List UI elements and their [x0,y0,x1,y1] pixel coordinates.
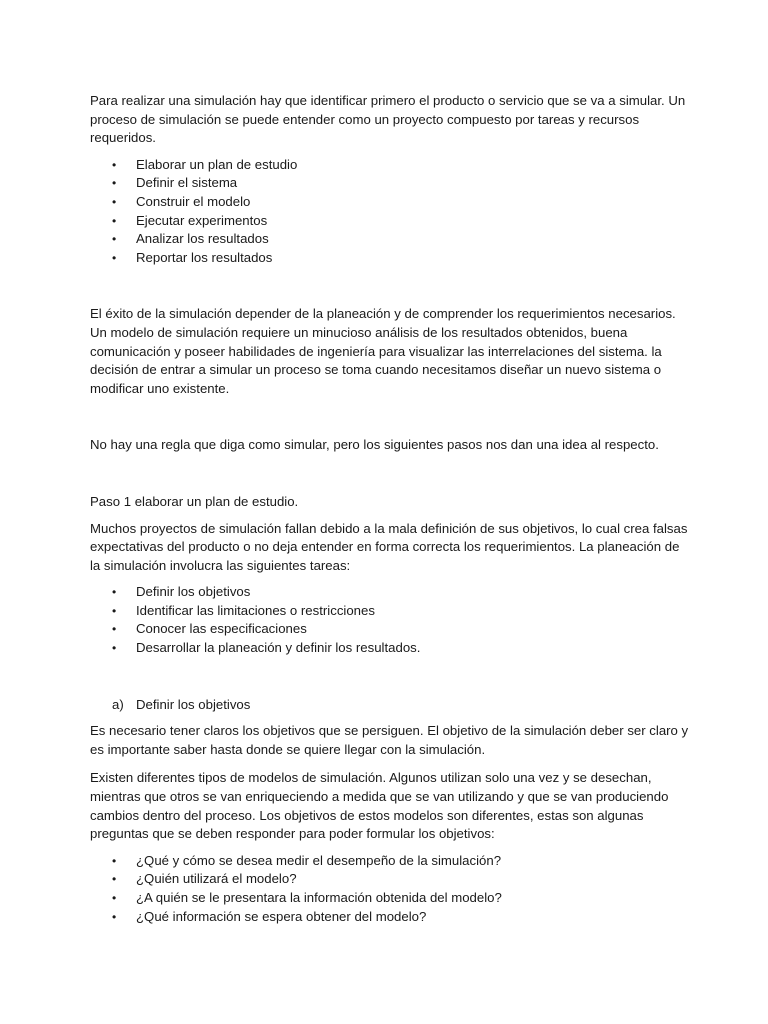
bullet-icon: • [112,603,117,618]
list-item: • ¿Quién utilizará el modelo? [90,870,690,889]
bullet-icon: • [112,641,117,656]
paragraph-intro: Para realizar una simulación hay que identificar primero el producto o servicio que se va a simular. Un proceso de simulación se puede entender como un proyecto compuesto por tareas y recursos requeridos. [90,93,686,146]
paragraph-model-types: Existen diferentes tipos de modelos de simulación. Algunos utilizan solo una vez y se desechan, mientras que otros se van enriqueciendo a medida que se van utilizando y que se van produciendo cambios dentro del proceso. Los objetivos de estos modelos son diferentes, estas son algunas preguntas que se deben responder para poder formular los objetivos: [90,770,669,842]
bullet-icon: • [112,853,117,868]
list-item: • Construir el modelo [90,193,690,212]
list-item: • Desarrollar la planeación y definir los resultados. [90,639,690,658]
paragraph-failures: Muchos proyectos de simulación fallan debido a la mala definición de sus objetivos, lo cual crea falsas expectativas del producto o no deja entender en forma correcta los requerimientos. La planeación de la simulación involucra las siguientes tareas: [90,520,688,573]
list-item: • Definir el sistema [90,174,690,193]
bullet-icon: • [112,250,117,265]
bullet-icon: • [112,622,117,637]
subheading-text: Definir los objetivos [136,696,251,712]
tasks-list [90,583,690,657]
list-item: • Identificar las limitaciones o restricciones [90,602,690,621]
list-item: • Reportar los resultados [90,249,690,268]
list-item: • Analizar los resultados [90,230,690,249]
bullet-icon: • [112,891,117,905]
paragraph-step-1: Paso 1 elaborar un plan de estudio. [90,493,299,509]
list-item: • Definir los objetivos [90,583,690,602]
bullet-icon: • [112,872,117,887]
list-item: • Elaborar un plan de estudio [90,156,690,175]
paragraph-success: El éxito de la simulación depender de la planeación y de comprender los requerimientos necesarios. Un modelo de simulación requiere un minucioso análisis de los resultados obtenidos, buena comunicación y poseer habilidades de ingeniería para visualizar las interrelaciones del sistema. la decisión de entrar a simular un proceso se toma cuando necesitamos diseñar un nuevo sistema o modificar uno existente. [90,306,676,396]
bullet-icon: • [112,585,117,600]
bullet-icon: • [112,194,117,209]
list-item: • ¿A quién se le presentara la información obtenida del modelo? [90,889,690,908]
bullet-icon: • [112,909,117,924]
bullet-icon: • [112,213,117,228]
steps-list [90,156,690,268]
paragraph-no-rule: No hay una regla que diga como simular, pero los siguientes pasos nos dan una idea al respecto. [90,437,659,453]
list-item: • ¿Qué y cómo se desea medir el desempeño de la simulación? [90,852,690,871]
list-item: • Conocer las especificaciones [90,620,690,639]
questions-list [90,852,690,926]
bullet-icon: • [112,157,117,172]
list-item: • Ejecutar experimentos [90,212,690,231]
subheading-marker: a) [112,696,124,712]
document-body [90,92,690,926]
list-item: • ¿Qué información se espera obtener del modelo? [90,908,690,927]
subheading-objectives [90,696,690,715]
bullet-icon: • [112,176,117,191]
paragraph-objectives: Es necesario tener claros los objetivos que se persiguen. El objetivo de la simulación deber ser claro y es importante saber hasta donde se quiere llegar con la simulación. [90,723,689,757]
bullet-icon: • [112,232,117,247]
